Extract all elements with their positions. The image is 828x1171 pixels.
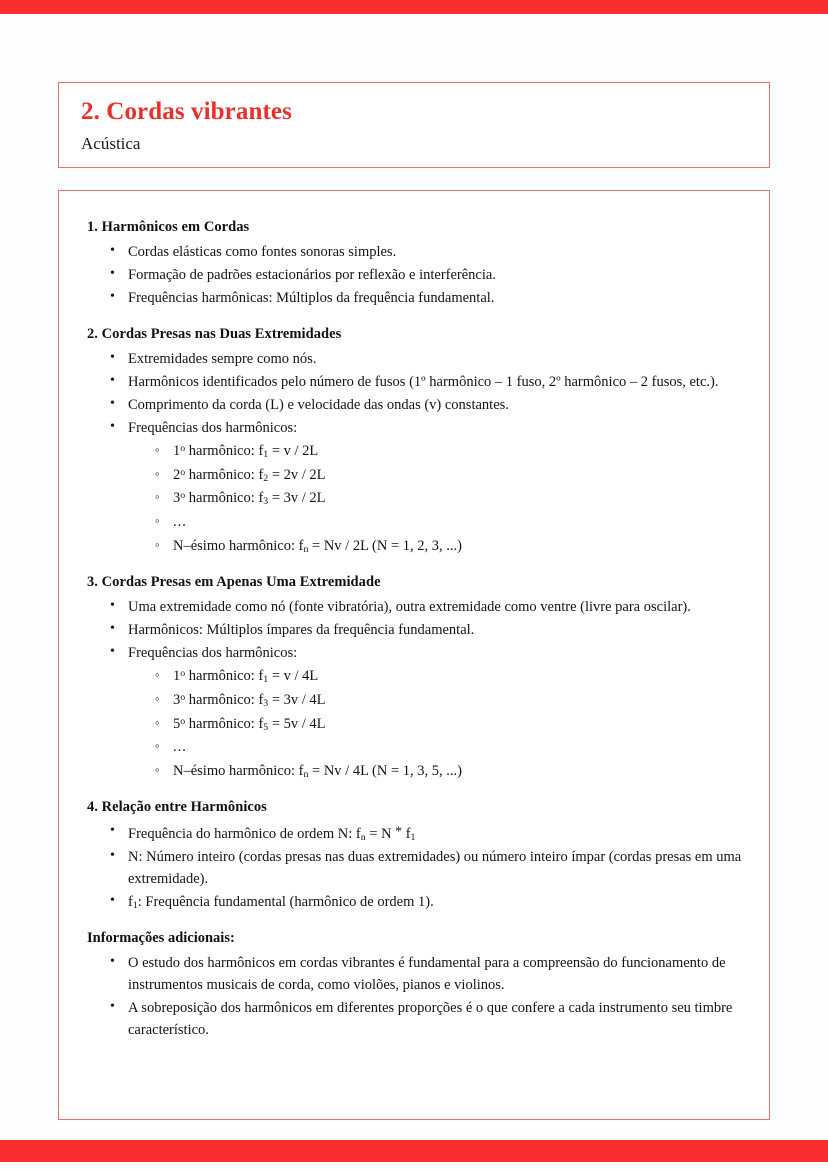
list-item-text: • Frequências dos harmônicos: <box>128 420 297 436</box>
list-item <box>108 348 743 370</box>
list-item-text: • $f_1$: Frequência fundamental (harmônico de ordem 1). <box>128 894 434 910</box>
sub-list-item: ◦ 1$^o$ harmônico: $f_1 = v / 2L$ <box>154 440 743 463</box>
list-item <box>108 596 743 618</box>
bullet-list <box>87 952 743 1041</box>
page-title: 2. Cordas vibrantes <box>81 98 292 125</box>
section-relacao-entre-harmonicos <box>87 797 743 913</box>
list-item-text: • N: Número inteiro (cordas presas nas duas extremidades) ou número inteiro ímpar (cordas presas em uma extremidade). <box>128 849 741 887</box>
list-item <box>108 952 743 996</box>
ordinal-indicator: o <box>180 466 186 478</box>
subscript: n <box>303 543 309 555</box>
list-item-text: • Frequência do harmônico de ordem N: $f_n = N * f_1$ <box>128 826 415 842</box>
sub-list-item: ◦ N–ésimo harmônico: $f_n = Nv / 2L$ (N = 1, 2, 3, ...) <box>154 535 743 558</box>
ordinal-indicator: o <box>180 668 186 680</box>
sub-list-item: ◦ 1$^o$ harmônico: $f_1 = v / 4L$ <box>154 665 743 688</box>
section-heading: 3. Cordas Presas em Apenas Uma Extremidade <box>87 574 381 591</box>
list-item <box>108 371 743 393</box>
content-box <box>58 190 770 1120</box>
list-item-text: • Harmônicos: Múltiplos ímpares da frequência fundamental. <box>128 622 474 638</box>
bottom-accent-bar <box>0 1140 828 1162</box>
list-item <box>108 287 743 309</box>
list-item-text: • Frequências dos harmônicos: <box>128 645 297 661</box>
list-item <box>108 264 743 286</box>
section-heading: 4. Relação entre Harmônicos <box>87 799 267 816</box>
sub-list-item: ◦ 3$^o$ harmônico: $f_3 = 3v / 4L$ <box>154 689 743 712</box>
section-heading: 1. Harmônicos em Cordas <box>87 219 250 235</box>
subscript: 1 <box>263 674 269 686</box>
sub-list-item-ellipsis: ◦ ... <box>154 511 743 534</box>
title-box <box>58 82 770 168</box>
list-item <box>108 394 743 416</box>
list-item-text: • Cordas elásticas como fontes sonoras simples. <box>128 244 396 260</box>
list-item-text: • Comprimento da corda (L) e velocidade das ondas (v) constantes. <box>128 397 509 413</box>
ordinal-indicator: o <box>180 691 186 703</box>
list-item-text: • Formação de padrões estacionários por reflexão e interferência. <box>128 267 496 283</box>
list-item <box>108 846 743 890</box>
bullet-list <box>87 596 743 782</box>
sub-list-item: ◦ 2$^o$ harmônico: $f_2 = 2v / 2L$ <box>154 464 743 487</box>
subscript: 1 <box>263 449 269 461</box>
bullet-list <box>87 241 743 309</box>
sub-list-item: ◦ 3$^o$ harmônico: $f_3 = 3v / 2L$ <box>154 487 743 510</box>
bullet-list <box>87 821 743 913</box>
subscript: 2 <box>263 473 269 485</box>
sub-list-item: ◦ 5$^o$ harmônico: $f_5 = 5v / 4L$ <box>154 713 743 736</box>
sub-bullet-list <box>128 440 743 557</box>
ordinal-indicator: o <box>180 443 186 455</box>
list-item-text: • Frequências harmônicas: Múltiplos da frequência fundamental. <box>128 290 494 306</box>
page-subtitle: Acústica <box>81 134 141 153</box>
section-harmonicos-em-cordas <box>87 217 743 309</box>
subscript: 1 <box>132 900 138 912</box>
list-item-text: • Harmônicos identificados pelo número de fusos (1º harmônico – 1 fuso, 2º harmônico – 2 fusos, etc.). <box>128 374 718 390</box>
section-heading: Informações adicionais: <box>87 930 235 947</box>
list-item-text: • A sobreposição dos harmônicos em diferentes proporções é o que confere a cada instrumento seu timbre característico. <box>128 1000 732 1038</box>
section-informacoes-adicionais <box>87 928 743 1041</box>
list-item <box>108 821 743 845</box>
list-item-text: • O estudo dos harmônicos em cordas vibrantes é fundamental para a compreensão do funcionamento de instrumentos musicais de corda, como violões, pianos e violinos. <box>128 955 726 993</box>
list-item-text: • Extremidades sempre como nós. <box>128 351 316 367</box>
subscript: n <box>360 832 366 844</box>
list-item-text: • Uma extremidade como nó (fonte vibratória), outra extremidade como ventre (livre para oscilar). <box>128 599 691 615</box>
sub-bullet-list <box>128 665 743 782</box>
subscript: 3 <box>263 496 269 508</box>
subscript: 3 <box>263 698 269 710</box>
subscript: n <box>303 769 309 780</box>
top-accent-bar <box>0 0 828 14</box>
asterisk-operator: * <box>395 823 403 839</box>
ordinal-indicator: o <box>180 490 186 502</box>
section-cordas-presas-duas-extremidades <box>87 324 743 557</box>
sub-list-item-ellipsis: ◦ ... <box>154 736 743 759</box>
list-item <box>108 241 743 263</box>
list-item <box>108 619 743 641</box>
ordinal-indicator: o <box>180 715 186 727</box>
sub-list-item: ◦ N–ésimo harmônico: $f_n = Nv / 4L$ (N = 1, 3, 5, ...) <box>154 760 743 783</box>
list-item <box>108 642 743 782</box>
list-item <box>108 997 743 1041</box>
subscript: 5 <box>263 721 269 733</box>
section-heading: 2. Cordas Presas nas Duas Extremidades <box>87 326 342 343</box>
list-item <box>108 417 743 557</box>
bullet-list <box>87 348 743 557</box>
section-cordas-presas-uma-extremidade <box>87 572 743 782</box>
subscript: 1 <box>410 832 416 844</box>
list-item <box>108 891 743 913</box>
